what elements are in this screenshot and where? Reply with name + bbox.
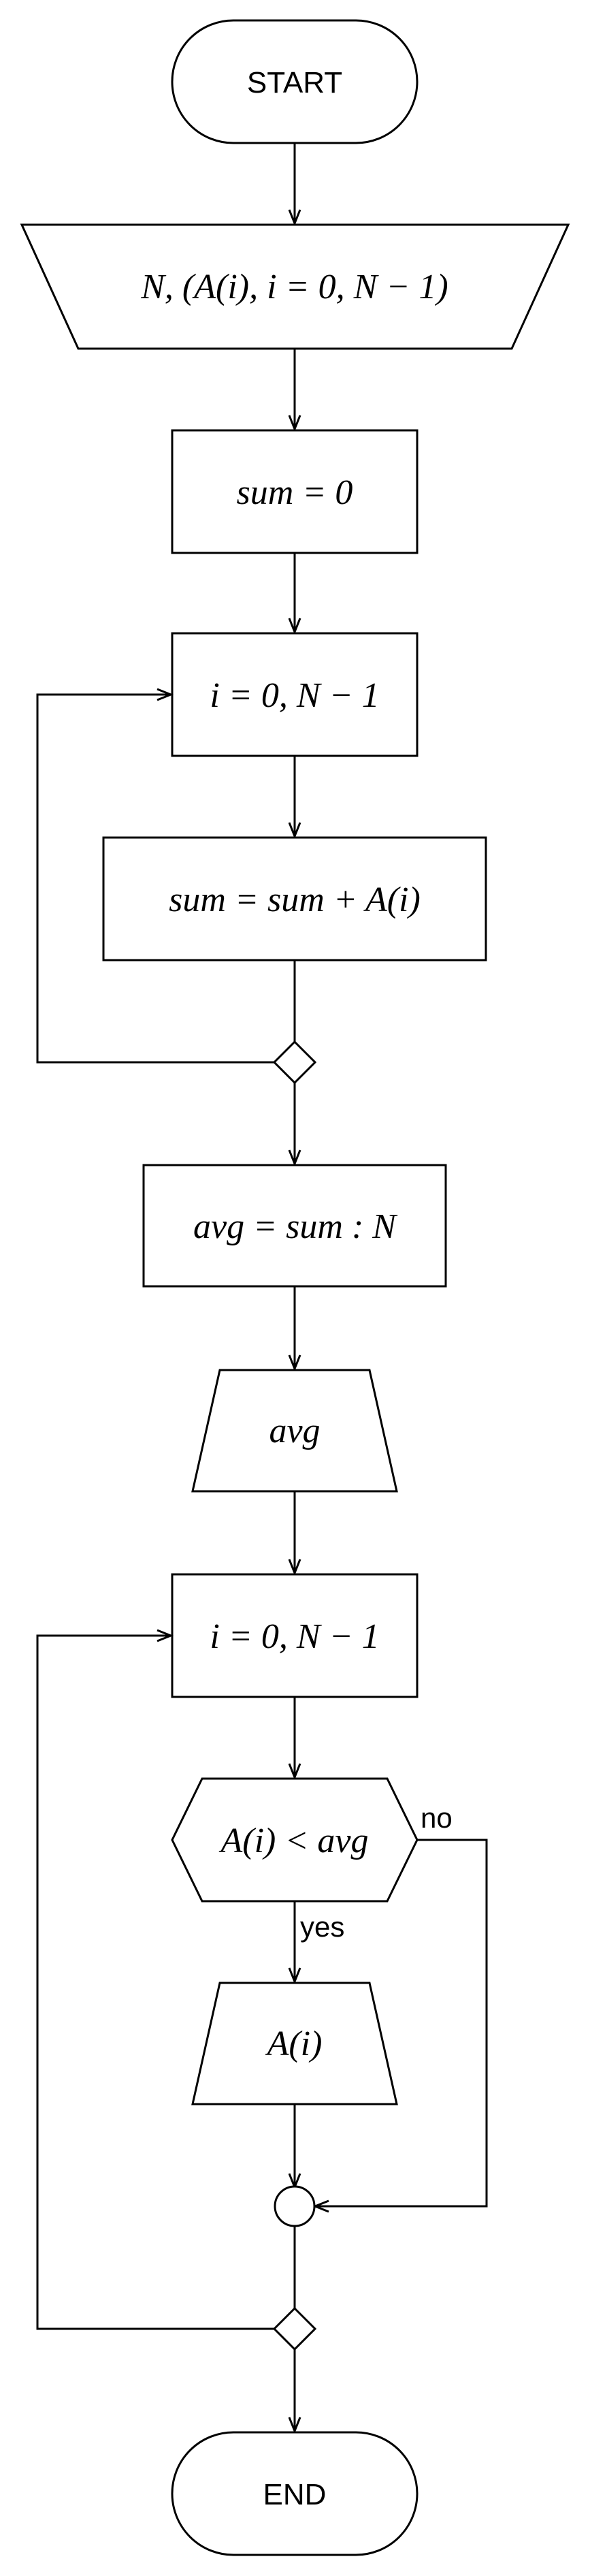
accumulate-label: sum = sum + A(i) bbox=[169, 880, 421, 919]
end-label: END bbox=[263, 2478, 327, 2511]
loop2-end-diamond bbox=[274, 2308, 315, 2349]
init-sum-label: sum = 0 bbox=[236, 473, 353, 512]
no-label: no bbox=[421, 1802, 453, 1834]
input-label: N, (A(i), i = 0, N − 1) bbox=[141, 268, 448, 306]
average-label: avg = sum : N bbox=[193, 1207, 396, 1246]
start-label: START bbox=[246, 66, 343, 99]
loop2-label: i = 0, N − 1 bbox=[210, 1617, 380, 1656]
loop1-end-diamond bbox=[274, 1042, 315, 1083]
output-avg-label: avg bbox=[269, 1412, 321, 1450]
condition-label: A(i) < avg bbox=[220, 1822, 369, 1860]
yes-label: yes bbox=[300, 1911, 345, 1943]
loop1-label: i = 0, N − 1 bbox=[210, 676, 380, 715]
merge-connector-circle bbox=[275, 2187, 314, 2226]
output-ai-label: A(i) bbox=[267, 2024, 323, 2063]
